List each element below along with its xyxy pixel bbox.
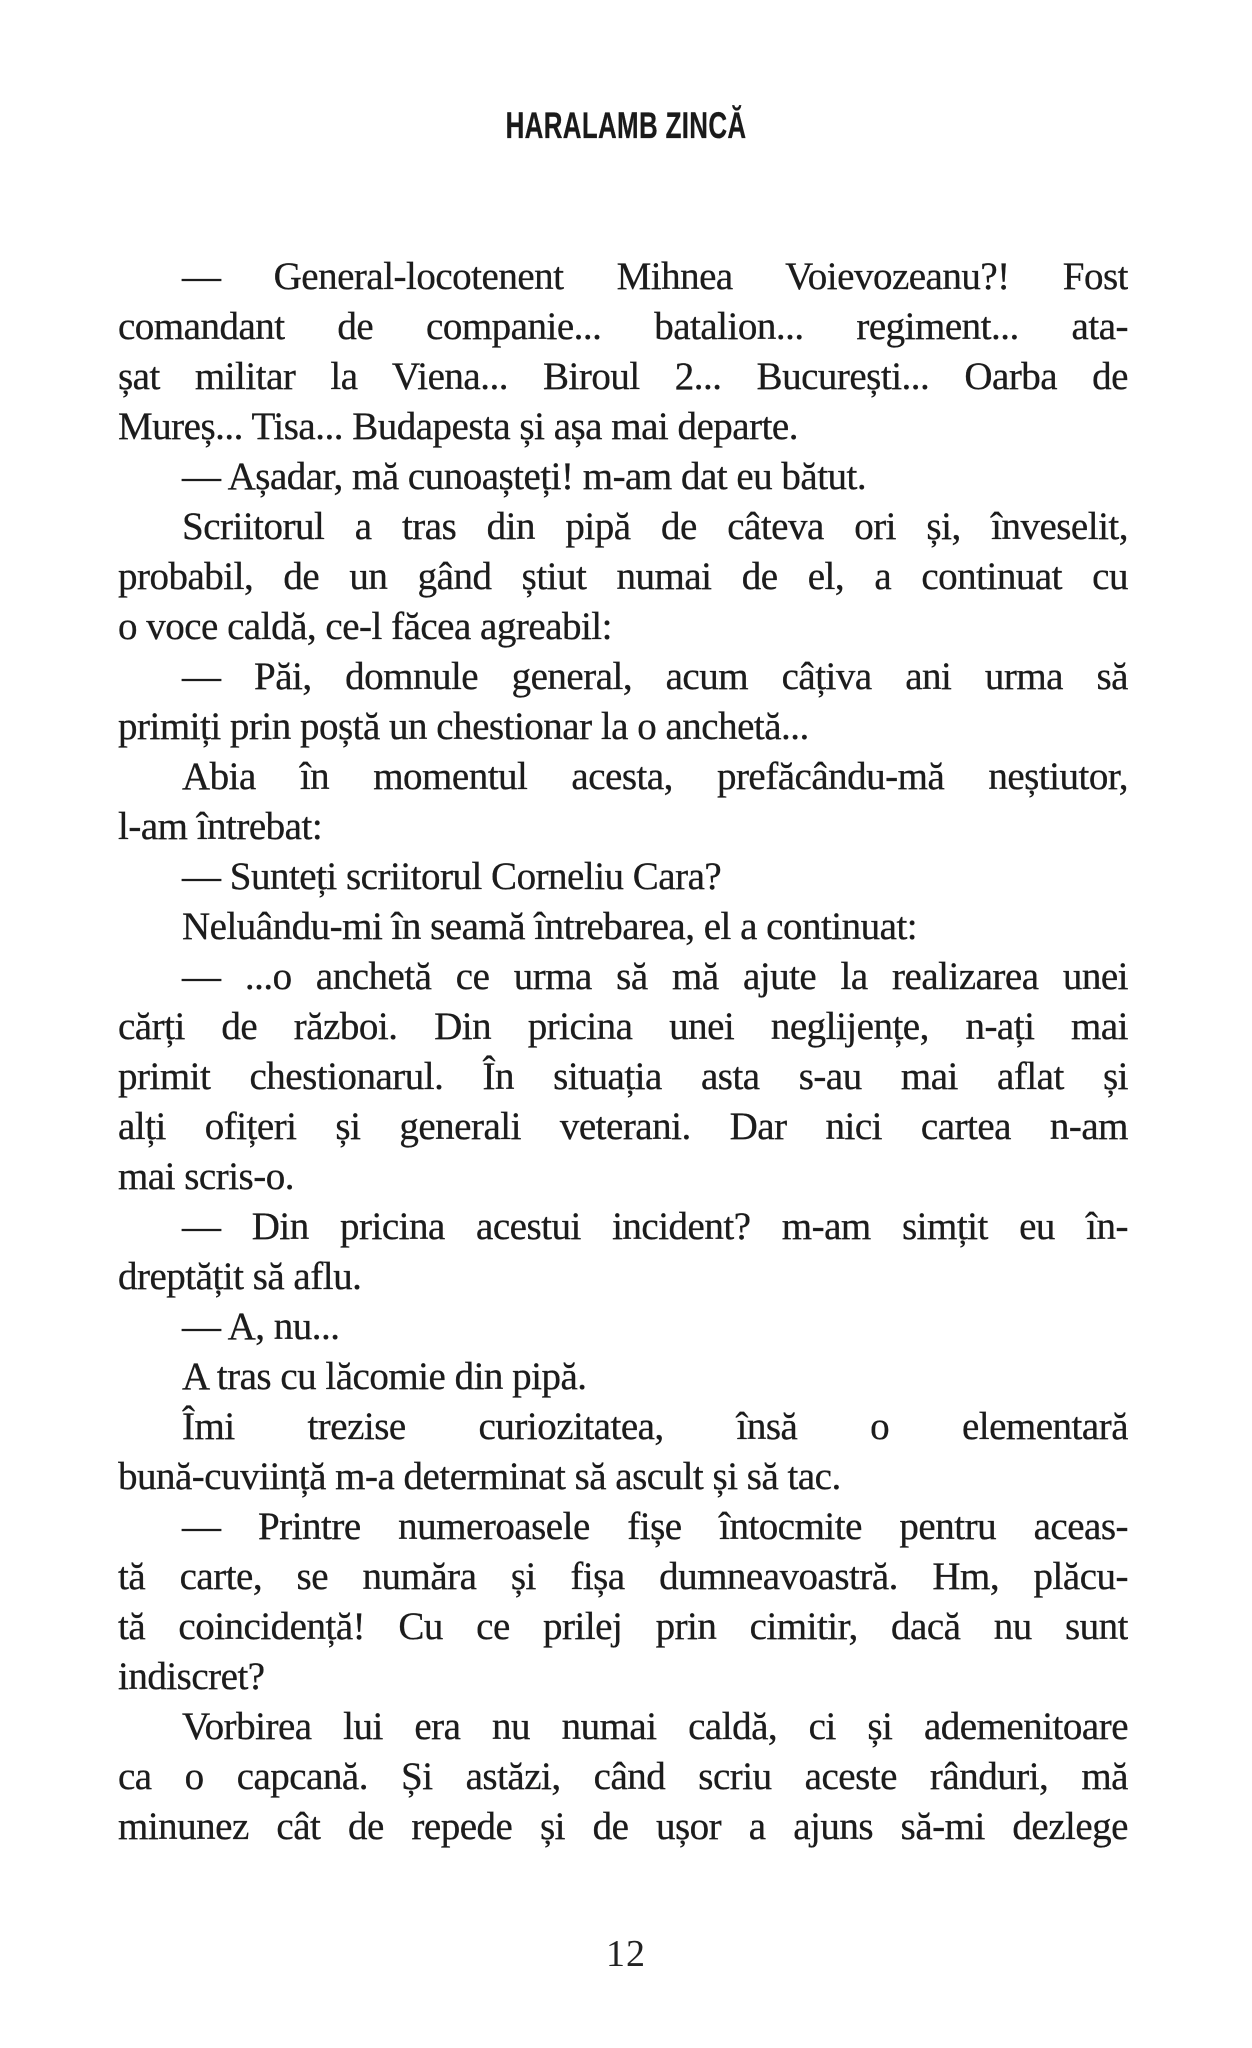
running-header-text: HARALAMB ZINCĂ xyxy=(505,105,747,146)
text-line: — Printre numeroasele fișe întocmite pentru aceas- xyxy=(182,1505,1128,1548)
text-line: o voce caldă, ce-l făcea agreabil: xyxy=(118,605,612,648)
text-line: — A, nu... xyxy=(182,1305,340,1348)
text-line: dreptățit să aflu. xyxy=(118,1255,362,1298)
text-line: ca o capcană. Și astăzi, când scriu aceste rânduri, mă xyxy=(118,1755,1128,1798)
text-line: Mureș... Tisa... Budapesta și așa mai departe. xyxy=(118,405,798,448)
text-line: l-am întrebat: xyxy=(118,805,323,848)
text-line: primit chestionarul. În situația asta s-au mai aflat și xyxy=(118,1055,1128,1098)
text-line: — General-locotenent Mihnea Voievozeanu?! Fost xyxy=(182,255,1128,298)
text-line: tă coincidență! Cu ce prilej prin cimitir, dacă nu sunt xyxy=(118,1605,1128,1648)
text-line: Neluându-mi în seamă întrebarea, el a continuat: xyxy=(182,905,918,948)
text-line: tă carte, se număra și fișa dumneavoastră. Hm, plăcu- xyxy=(118,1555,1128,1598)
running-header xyxy=(0,107,1252,144)
text-line: — ...o anchetă ce urma să mă ajute la realizarea unei xyxy=(182,955,1128,998)
text-column xyxy=(118,252,1128,1852)
text-line: mai scris-o. xyxy=(118,1155,294,1198)
text-line: — Păi, domnule general, acum câțiva ani urma să xyxy=(182,655,1128,698)
text-line: Abia în momentul acesta, prefăcându-mă neștiutor, xyxy=(182,755,1128,798)
page-number: 12 xyxy=(606,1933,646,1975)
text-line: alți ofițeri și generali veterani. Dar nici cartea n-am xyxy=(118,1105,1128,1148)
text-line: indiscret? xyxy=(118,1655,265,1698)
text-line: bună-cuviință m-a determinat să ascult și să tac. xyxy=(118,1455,841,1498)
text-line: Îmi trezise curiozitatea, însă o elementară xyxy=(182,1405,1128,1448)
text-line: comandant de companie... batalion... regiment... ata- xyxy=(118,305,1128,348)
text-line: — Așadar, mă cunoașteți! m-am dat eu bătut. xyxy=(182,455,867,498)
text-line: A tras cu lăcomie din pipă. xyxy=(182,1355,587,1398)
text-line: probabil, de un gând știut numai de el, a continuat cu xyxy=(118,555,1128,598)
text-line: cărți de război. Din pricina unei neglijențe, n-ați mai xyxy=(118,1005,1128,1048)
text-line: șat militar la Viena... Biroul 2... București... Oarba de xyxy=(118,355,1128,398)
text-line: minunez cât de repede și de ușor a ajuns să-mi dezlege xyxy=(118,1805,1128,1848)
text-line: — Sunteți scriitorul Corneliu Cara? xyxy=(182,855,722,898)
text-line: primiți prin poștă un chestionar la o anchetă... xyxy=(118,705,809,748)
text-line: Vorbirea lui era nu numai caldă, ci și ademenitoare xyxy=(182,1705,1128,1748)
text-line: Scriitorul a tras din pipă de câteva ori și, înveselit, xyxy=(182,505,1128,548)
text-line: — Din pricina acestui incident? m-am simțit eu în- xyxy=(182,1205,1128,1248)
